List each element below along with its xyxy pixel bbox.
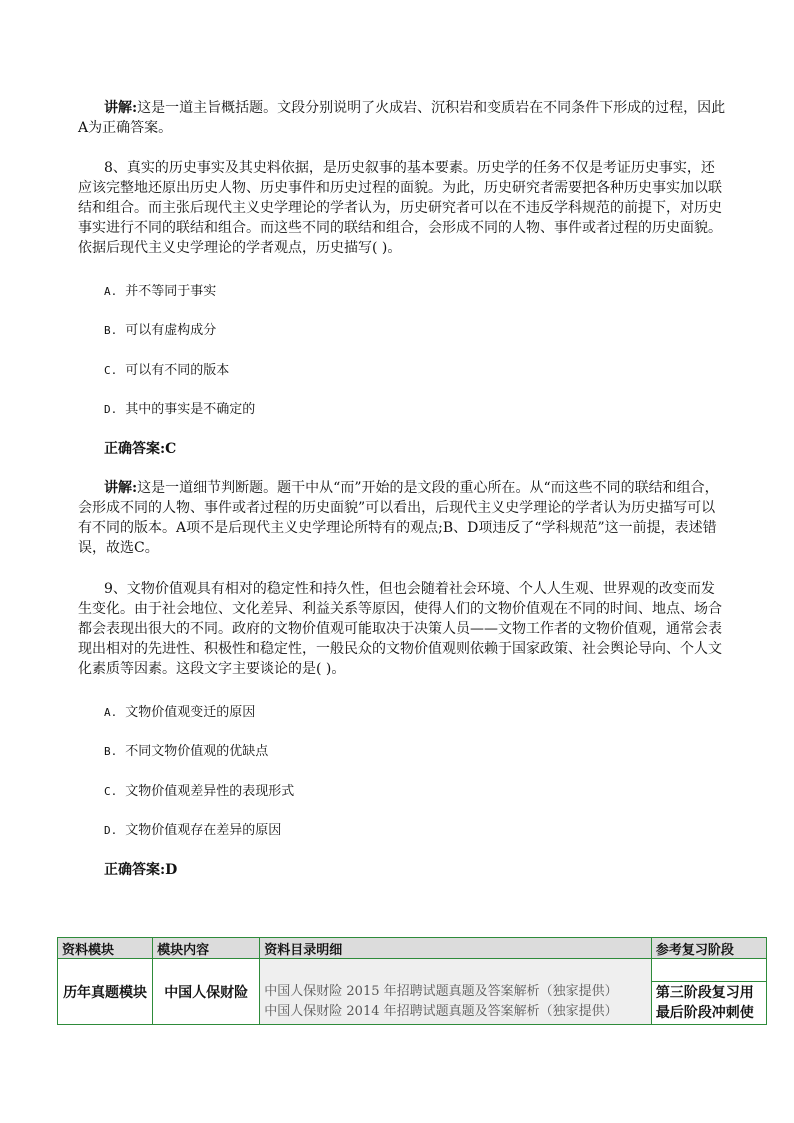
q8-option-b: [104, 322, 216, 340]
q8-stem: 8、真实的历史事实及其史料依据，是历史叙事的基本要素。历史学的任务不仅是考证历史事实，还应该完整地还原出历史人物、历史事件和历史过程的面貌。为此，历史研究者需要把各种历史事实加以联结和组合。而主张后现代主义史学理论的学者认为，历史研究者可以在不违反学科规范的前提下，对历史事实进行不同的联结和组合。而这些不同的联结和组合，会形成不同的人物、事件或者过程的历史面貌。依据后现代主义史学理论的学者观点，历史描写( )。: [78, 160, 722, 256]
option-text: 不同文物价值观的优缺点: [125, 744, 269, 759]
item-line: 中国人保财险 2015 年招聘试题真题及答案解析（独家提供）: [264, 984, 618, 999]
q8-option-c: [104, 362, 229, 380]
q9-option-b: [104, 743, 268, 761]
explain-label: 讲解:: [104, 480, 138, 496]
stage-line: 第三阶段复习用: [655, 985, 754, 1001]
content-cell: 中国人保财险: [153, 959, 260, 1025]
option-text: 文物价值观变迁的原因: [125, 705, 256, 720]
option-letter: A.: [104, 285, 118, 298]
q9-option-a: [104, 704, 255, 722]
resource-table: [57, 937, 767, 1025]
option-text: 文物价值观存在差异的原因: [125, 823, 282, 838]
option-text: 可以有不同的版本: [125, 363, 230, 378]
stage-blank: [652, 959, 766, 982]
q9-option-c: [104, 783, 294, 801]
stage-cell: [651, 959, 766, 1025]
q9-stem: 9、文物价值观具有相对的稳定性和持久性，但也会随着社会环境、个人人生观、世界观的改变而发生变化。由于社会地位、文化差异、利益关系等原因，使得人们的文物价值观在不同的时间、地点、场合都会表现出很大的不同。政府的文物价值观可能取决于决策人员——文物工作者的文物价值观，通常会表现出相对的先进性、积极性和稳定性，一般民众的文物价值观则依赖于国家政策、社会舆论导向、个人文化素质等因素。这段文字主要谈论的是( )。: [78, 581, 722, 677]
stage-line: 最后阶段冲刺使: [655, 1005, 754, 1021]
option-text: 并不等同于事实: [125, 284, 217, 299]
header-cell: 资料目录明细: [260, 938, 652, 959]
items-cell: [260, 959, 652, 1025]
option-letter: B.: [104, 745, 118, 758]
header-cell: 资料模块: [58, 938, 153, 959]
explain-text: 这是一道细节判断题。题干中从“而”开始的是文段的重心所在。从“而这些不同的联结和组合，会形成不同的人物、事件或者过程的历史面貌”可以看出，后现代主义史学理论的学者认为历史描写可以有不同的版本。A项不是后现代主义史学理论所特有的观点;B、D项违反了“学科规范”这一前提，表述错误，故选C。: [78, 480, 719, 556]
option-text: 其中的事实是不确定的: [125, 402, 256, 417]
q7-explanation: [78, 98, 728, 138]
option-letter: D.: [104, 403, 118, 416]
option-letter: A.: [104, 706, 118, 719]
q8-option-a: [104, 283, 216, 301]
q8-option-d: [104, 401, 255, 419]
stage-text: [652, 982, 766, 1024]
header-cell: 参考复习阶段: [651, 938, 766, 959]
option-letter: C.: [104, 785, 118, 798]
q9-answer: 正确答案:D: [104, 862, 178, 878]
item-line: 中国人保财险 2014 年招聘试题真题及答案解析（独家提供）: [264, 1004, 618, 1019]
option-letter: D.: [104, 824, 118, 837]
option-text: 可以有虚构成分: [125, 323, 217, 338]
explain-label: 讲解:: [104, 100, 138, 116]
option-letter: B.: [104, 324, 118, 337]
q9-option-d: [104, 822, 281, 840]
header-cell: 模块内容: [153, 938, 260, 959]
q8-answer: 正确答案:C: [104, 441, 177, 457]
option-letter: C.: [104, 364, 118, 377]
explain-text: 这是一道主旨概括题。文段分别说明了火成岩、沉积岩和变质岩在不同条件下形成的过程，因此A为正确答案。: [78, 100, 726, 136]
q8-explanation: [78, 478, 728, 558]
table-header-row: [58, 938, 767, 959]
table-row: [58, 959, 767, 1025]
module-cell: 历年真题模块: [58, 959, 153, 1025]
option-text: 文物价值观差异性的表现形式: [125, 784, 295, 799]
